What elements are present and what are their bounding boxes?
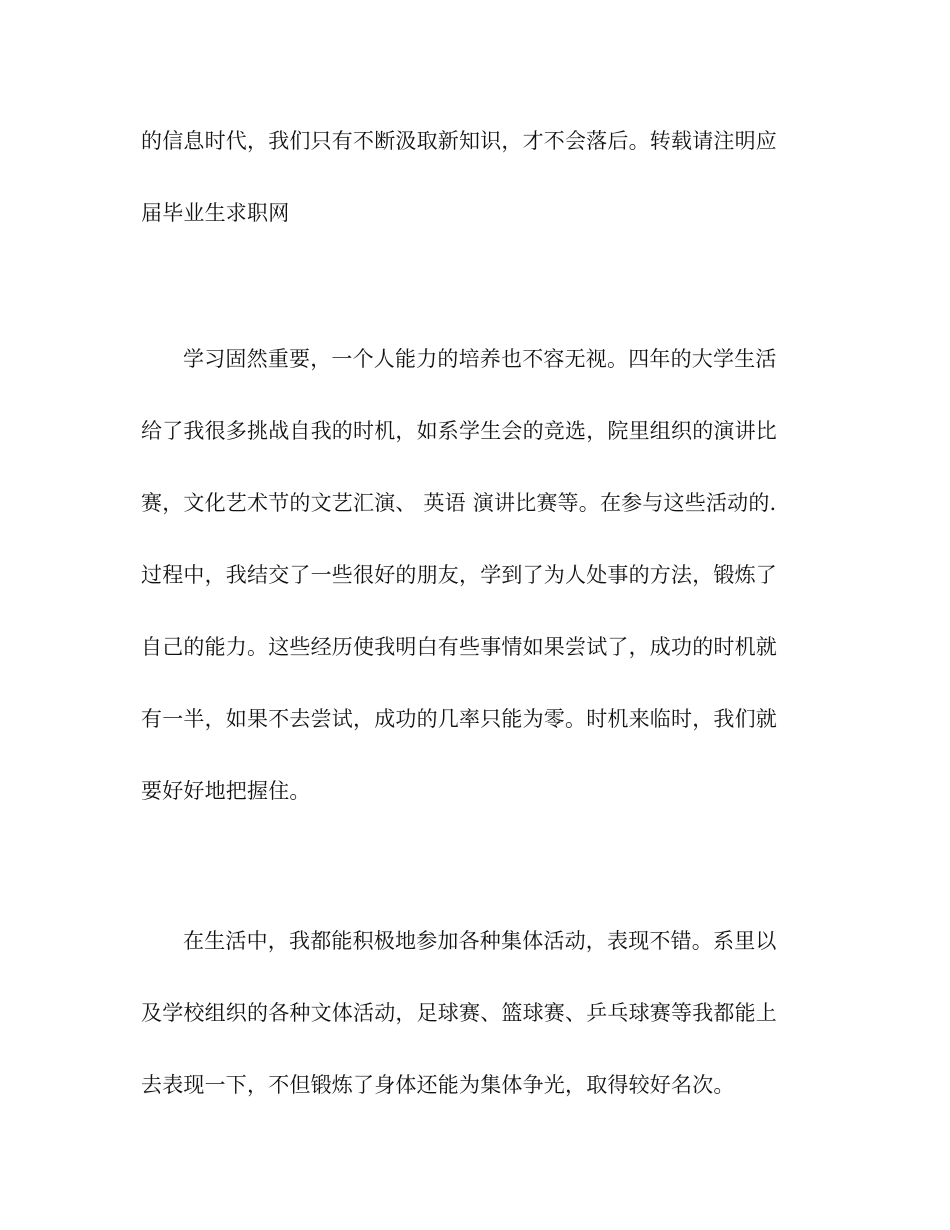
paragraph-1-line-1: 的信息时代，我们只有不断汲取新知识，才不会落后。转载请注明应 xyxy=(141,129,777,153)
paragraph-3-line-1: 在生活中，我都能积极地参加各种集体活动，表现不错。系里以 xyxy=(183,929,777,953)
paragraph-2-line-3: 赛，文化艺术节的文艺汇演、 英语 演讲比赛等。在参与这些活动的. xyxy=(141,491,777,515)
paragraph-2-line-4: 过程中，我结交了一些很好的朋友，学到了为人处事的方法，锻炼了 xyxy=(141,563,777,587)
paragraph-2-line-6: 有一半，如果不去尝试，成功的几率只能为零。时机来临时，我们就 xyxy=(141,707,777,731)
paragraph-3-line-3: 去表现一下，不但锻炼了身体还能为集体争光，取得较好名次。 xyxy=(141,1073,735,1097)
paragraph-2-line-5: 自己的能力。这些经历使我明白有些事情如果尝试了，成功的时机就 xyxy=(141,635,777,659)
paragraph-2-line-2: 给了我很多挑战自我的时机，如系学生会的竞选，院里组织的演讲比 xyxy=(141,419,777,443)
paragraph-1-line-2: 届毕业生求职网 xyxy=(141,201,290,225)
paragraph-2-line-7: 要好好地把握住。 xyxy=(141,779,311,803)
paragraph-2-line-1: 学习固然重要，一个人能力的培养也不容无视。四年的大学生活 xyxy=(183,347,777,371)
paragraph-3-line-2: 及学校组织的各种文体活动，足球赛、篮球赛、乒乓球赛等我都能上 xyxy=(141,1001,777,1025)
